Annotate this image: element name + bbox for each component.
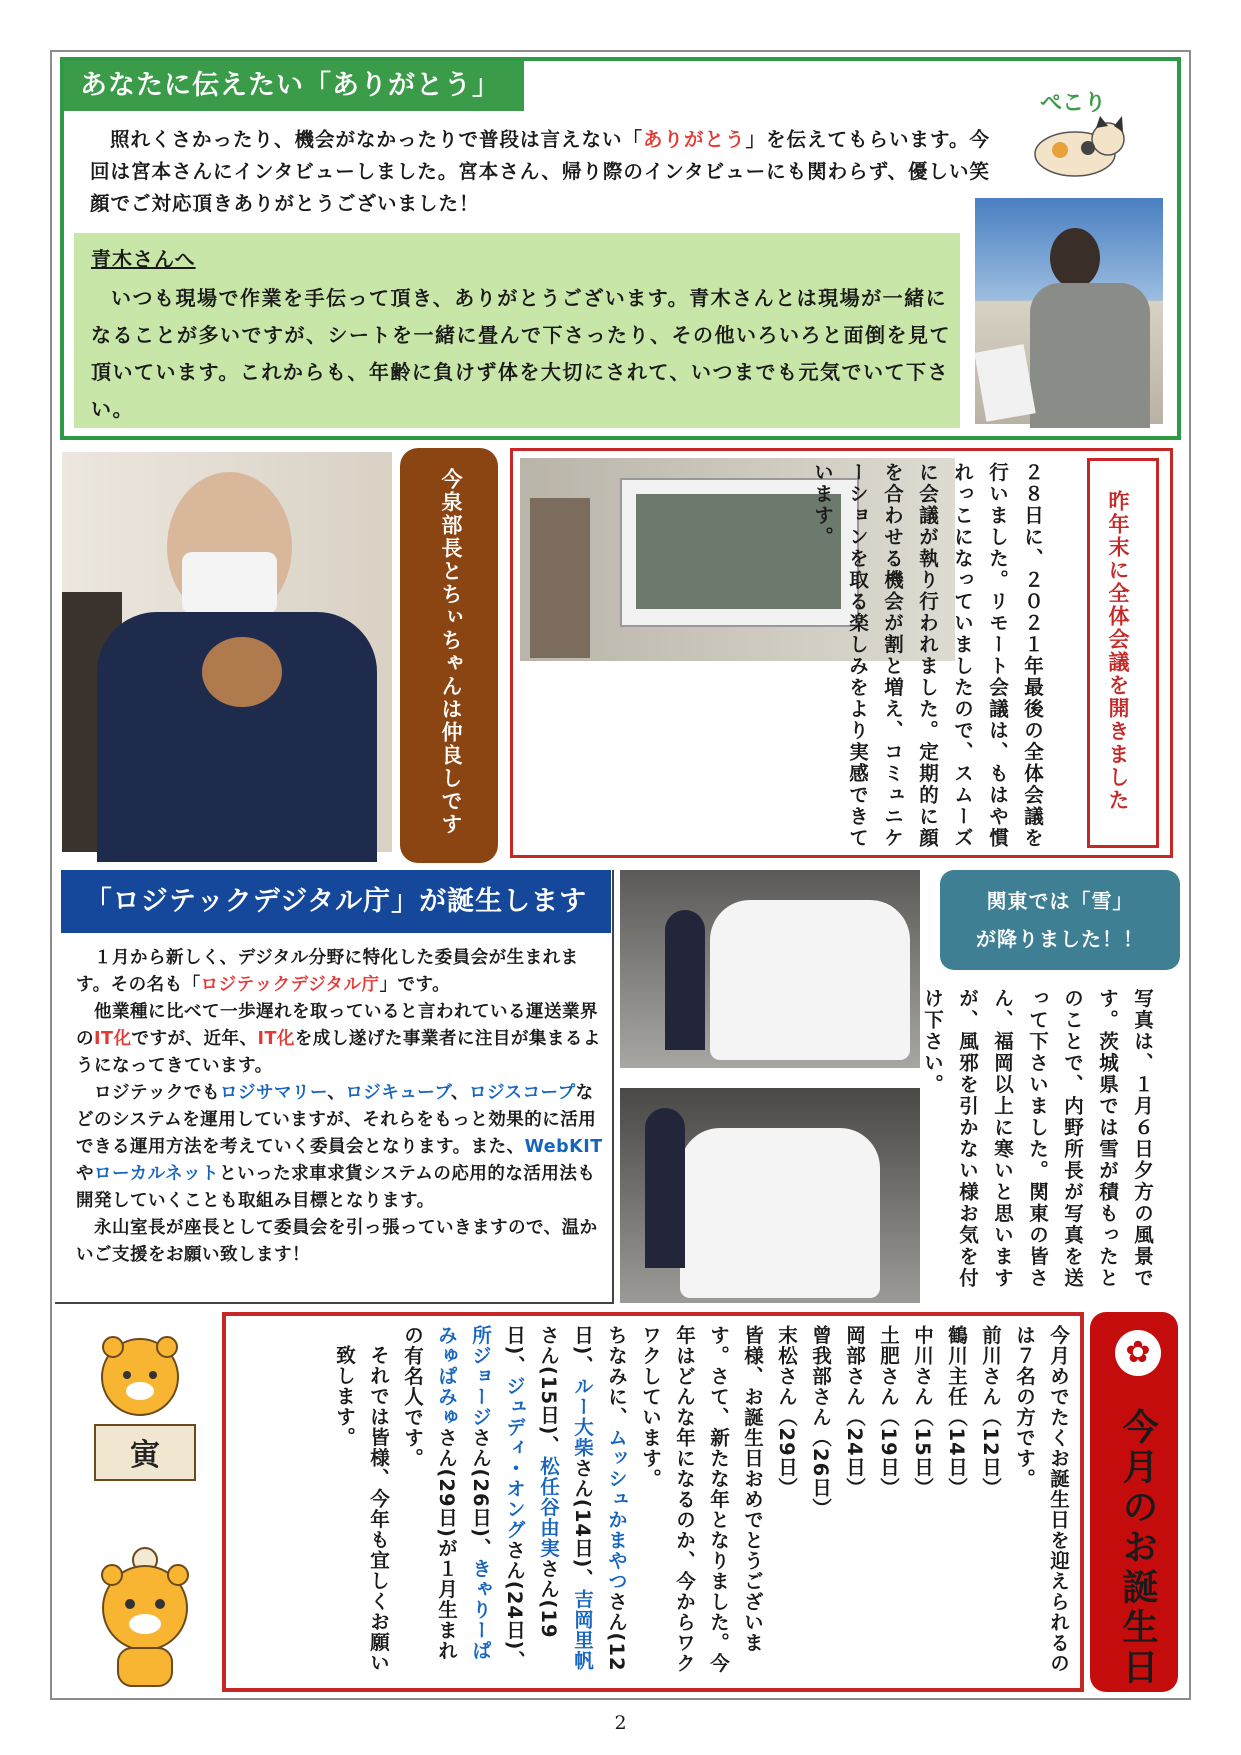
photo-person xyxy=(665,910,705,1050)
tiger-icon xyxy=(80,1530,210,1690)
digital-title: 「ロジテックデジタル庁」が誕生します xyxy=(61,870,611,933)
pekori-cat-illustration xyxy=(1030,86,1140,176)
birthday-person: 曾我部さん（26日） xyxy=(809,1325,832,1519)
birthday-greeting: 皆様、お誕生日おめでとうございます。さて、新たな年となりました。今年はどんな年になるのか、今からワクワクしています。 xyxy=(639,1325,764,1674)
birthday-person: 前川さん（12日） xyxy=(979,1325,1002,1498)
birthday-famous: ちなみに、ムッシュかまやつさん(12日)、ルー大柴さん(14日)、吉岡里帆さん(15日)、松任谷由実さん(19日)、ジュディ・オングさん(24日)、所ジョージさん(26日)、きゃりーぱみゅぱみゅさん(29日)が１月生まれの有名人です。 xyxy=(401,1325,628,1672)
photo-person-head xyxy=(1050,228,1100,288)
photo-snow-car-1 xyxy=(620,870,920,1068)
page-number: 2 xyxy=(614,1712,627,1734)
snow-body-wrap xyxy=(921,988,1160,1298)
tiger-calligraphy-icon xyxy=(85,1335,205,1485)
snow-title-line-1: 関東では「雪」 xyxy=(986,889,1134,913)
snow-title-box xyxy=(940,870,1180,970)
digital-paragraph-4: 永山室長が座長として委員会を引っ張っていきますので、温かいご支援をお願い致します！ xyxy=(76,1218,598,1265)
birthday-person: 末松さん（29日） xyxy=(775,1325,798,1498)
birthday-person: 土肥さん（19日） xyxy=(877,1325,900,1498)
thanks-title: あなたに伝えたい「ありがとう」 xyxy=(64,61,524,111)
birthday-label: 今月のお誕生日 xyxy=(1117,1408,1158,1688)
photo-person xyxy=(645,1108,685,1268)
message-text: いつも現場で作業を手伝って頂き、ありがとうございます。青木さんとは現場が一緒になることが多いですが、シートを一緒に畳んで下さったり、その他いろいろと面倒を見て頂いています。これからも、年齢に負けず体を大切にされて、いつまでも元気でいて下さい。 xyxy=(91,286,951,421)
message-recipient: 青木さんへ xyxy=(91,247,196,271)
photo-snowy-car xyxy=(710,900,910,1060)
photo-imaizumi xyxy=(62,452,392,852)
birthday-person: 中川さん（15日） xyxy=(911,1325,934,1498)
digital-paragraph-2: 他業種に比べて一歩遅れを取っていると言われている運送業界のIT化ですが、近年、IT化を成し遂げた事業者に注目が集まるようになってきています。 xyxy=(76,1002,601,1076)
birthday-intro: 今月めでたくお誕生日を迎えられるのは７名の方です。 xyxy=(1013,1325,1070,1674)
birthday-body-wrap xyxy=(240,1325,1075,1685)
birthday-person: 鶴川主任（14日） xyxy=(945,1325,968,1498)
photo-mask xyxy=(182,552,277,614)
pekori-label: ぺこり xyxy=(1040,91,1107,116)
imaizumi-caption-tag xyxy=(400,448,498,863)
divider xyxy=(612,870,614,1304)
birthday-person: 岡部さん（24日） xyxy=(843,1325,866,1498)
photo-person-body xyxy=(1030,283,1150,428)
imaizumi-caption: 今泉部長とちぃちゃんは仲良しです xyxy=(439,468,463,836)
photo-snow-car-2 xyxy=(620,1088,920,1303)
meeting-body-wrap xyxy=(540,462,1050,852)
plum-blossom-icon: ✿ xyxy=(1115,1330,1161,1376)
digital-paragraph-3: ロジテックでもロジサマリー、ロジキューブ、ロジスコープなどのシステムを運用していますが、それらをもっと効果的に活用できる運用方法を考えていく委員会となります。また、WebKIT やローカルネットといった求車求貨システムの応用的な活用法も開発していくことも取組み目標となります。 xyxy=(76,1083,603,1211)
thanks-intro: 照れくさかったり、機会がなかったりで普段は言えない「ありがとう」を伝えてもらいます。今回は宮本さんにインタビューしました。宮本さん、帰り際のインタビューにも関わらず、優しい笑顔でご対応頂きありがとうございました！ xyxy=(90,128,991,215)
snow-body: 写真は、１月６日夕方の風景です。茨城県では雪が積もったとのことで、内野所長が写真を送って下さいました。関東の皆さん、福岡以上に寒いと思いますが、風邪を引かない様お気を付け下さい。 xyxy=(921,988,1154,1289)
birthday-body xyxy=(327,1325,1075,1680)
meeting-title: 昨年末に全体会議を開きました xyxy=(1106,490,1130,812)
divider xyxy=(55,1302,613,1304)
birthday-closing: それでは皆様、今年も宜しくお願い致します。 xyxy=(333,1345,390,1673)
meeting-body: ２８日に、２０２１年最後の全体会議を行いました。リモート会議は、もはや慣れっこになっていましたので、スムーズに会議が執り行われました。定期的に顔を合わせる機会が割と増え、コミュニケーションを取る楽しみをより実感できています。 xyxy=(811,462,1044,849)
svg-text:寅: 寅 xyxy=(130,1438,160,1473)
photo-snowy-car xyxy=(680,1128,880,1298)
digital-body xyxy=(76,945,606,1269)
digital-paragraph-1: １月から新しく、デジタル分野に特化した委員会が生まれます。その名も「ロジテックデジタル庁」です。 xyxy=(76,948,579,995)
photo-paper xyxy=(974,344,1035,422)
photo-dog xyxy=(202,637,282,707)
cat-icon xyxy=(1030,114,1130,184)
snow-title-line-2: が降りました！！ xyxy=(976,927,1144,951)
photo-miyamoto xyxy=(975,198,1163,424)
